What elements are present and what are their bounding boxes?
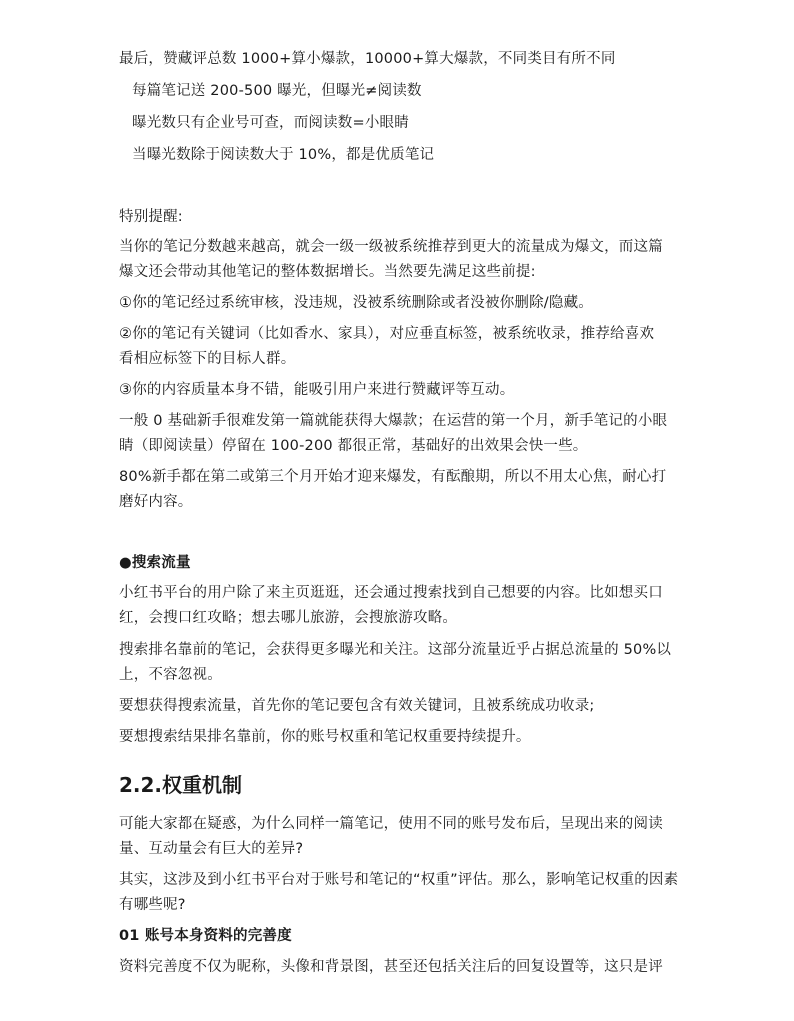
text-line: 搜索排名靠前的笔记，会获得更多曝光和关注。这部分流量近乎占据总流量的 50%以 xyxy=(119,642,672,658)
text-line: 上，不容忽视。 xyxy=(119,667,222,683)
list-item: ①你的笔记经过系统审核，没违规，没被系统删除或者没被你删除/隐藏。 xyxy=(119,295,593,311)
section-heading: ●搜索流量 xyxy=(119,555,191,571)
list-item: ③你的内容质量本身不错，能吸引用户来进行赞藏评等互动。 xyxy=(119,382,515,398)
text-line: 要想获得搜索流量，首先你的笔记要包含有效关键词，且被系统成功收录; xyxy=(119,698,595,714)
text-line: 小红书平台的用户除了来主页逛逛，还会通过搜索找到自己想要的内容。比如想买口 xyxy=(119,585,663,601)
subsection-heading: 01 账号本身资料的完善度 xyxy=(119,928,292,944)
text-line: 其实，这涉及到小红书平台对于账号和笔记的“权重”评估。那么，影响笔记权重的因素 xyxy=(119,872,679,888)
reminder-title: 特别提醒: xyxy=(119,209,183,225)
list-item: ②你的笔记有关键词（比如香水、家具），对应垂直标签，被系统收录，推荐给喜欢 xyxy=(119,326,655,342)
text-line: 曝光数只有企业号可查，而阅读数=小眼睛 xyxy=(132,115,409,131)
text-line: 80%新手都在第二或第三个月开始才迎来爆发，有酝酿期，所以不用太心焦，耐心打 xyxy=(119,469,667,485)
text-line: 可能大家都在疑惑，为什么同样一篇笔记，使用不同的账号发布后，呈现出来的阅读 xyxy=(119,816,663,832)
text-line: 每篇笔记送 200-500 曝光，但曝光≠阅读数 xyxy=(132,83,422,99)
text-line: 爆文还会带动其他笔记的整体数据增长。当然要先满足这些前提: xyxy=(119,264,536,280)
text-line: 看相应标签下的目标人群。 xyxy=(119,351,296,367)
text-line: 要想搜索结果排名靠前，你的账号权重和笔记权重要持续提升。 xyxy=(119,729,531,745)
text-line: 当曝光数除于阅读数大于 10%，都是优质笔记 xyxy=(132,147,435,163)
text-line: 当你的笔记分数越来越高，就会一级一级被系统推荐到更大的流量成为爆文，而这篇 xyxy=(119,239,663,255)
text-line: 量、互动量会有巨大的差异? xyxy=(119,841,304,857)
text-line: 有哪些呢? xyxy=(119,897,186,913)
text-line: 红，会搜口红攻略；想去哪儿旅游，会搜旅游攻略。 xyxy=(119,610,458,626)
chapter-heading: 2.2.权重机制 xyxy=(119,773,243,797)
text-line: 一般 0 基础新手很难发第一篇就能获得大爆款；在运营的第一个月，新手笔记的小眼 xyxy=(119,413,668,429)
text-line: 资料完善度不仅为昵称，头像和背景图，甚至还包括关注后的回复设置等，这只是评 xyxy=(119,959,663,975)
text-line: 睛（即阅读量）停留在 100-200 都很正常，基础好的出效果会快一些。 xyxy=(119,438,588,454)
text-line: 磨好内容。 xyxy=(119,494,193,510)
text-line: 最后，赞藏评总数 1000+算小爆款，10000+算大爆款，不同类目有所不同 xyxy=(119,51,616,67)
